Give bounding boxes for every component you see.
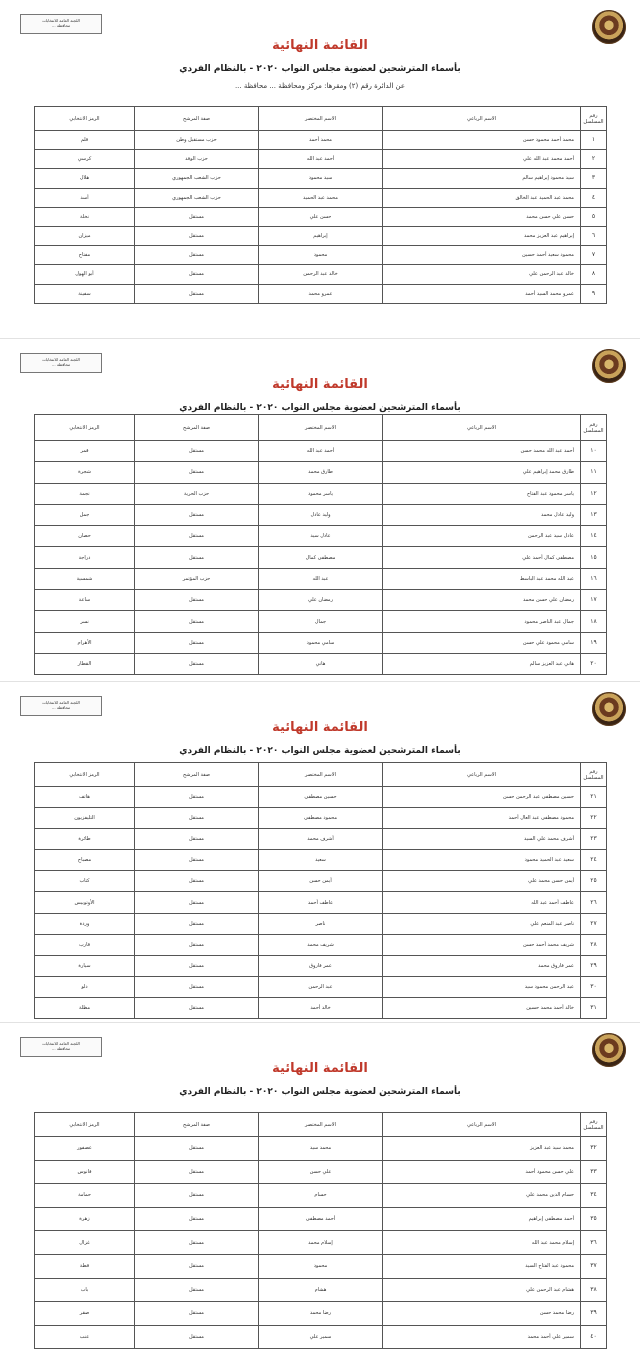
- serial-number-cell: ١٣: [581, 504, 607, 525]
- short-name-cell: مصطفى كمال: [259, 547, 383, 568]
- electoral-symbol-cell: سيارة: [35, 955, 135, 976]
- column-header: الرمز الانتخابي: [35, 415, 135, 441]
- short-name-cell: أحمد عبد الله: [259, 150, 383, 169]
- candidate-name-cell: محمود مصطفى عبد العال أحمد: [383, 808, 581, 829]
- serial-number-cell: ١٦: [581, 568, 607, 589]
- serial-number-cell: ٢٨: [581, 934, 607, 955]
- serial-number-cell: ٣٦: [581, 1231, 607, 1255]
- column-header: رقم المسلسل: [581, 415, 607, 441]
- stamp-line: محافظة ...: [51, 362, 71, 367]
- serial-number-cell: ٣: [581, 169, 607, 188]
- candidate-name-cell: أحمد مصطفى إبراهيم: [383, 1207, 581, 1231]
- candidate-status-cell: مستقل: [135, 246, 259, 265]
- candidate-name-cell: أحمد عبد الله محمد حسن: [383, 441, 581, 462]
- serial-number-cell: ٣٣: [581, 1160, 607, 1184]
- candidate-name-cell: ناصر عبد المنعم علي: [383, 913, 581, 934]
- serial-number-cell: ٣٠: [581, 976, 607, 997]
- candidate-name-cell: سامي محمود علي حسن: [383, 632, 581, 653]
- stamp-line: محافظة ...: [51, 1046, 71, 1051]
- column-header: صفة المرشح: [135, 107, 259, 131]
- table-row: [35, 934, 607, 955]
- electoral-symbol-cell: كتاب: [35, 871, 135, 892]
- table-row: [35, 808, 607, 829]
- table-row: [35, 1137, 607, 1161]
- short-name-cell: عاطف أحمد: [259, 892, 383, 913]
- short-name-cell: خالد عبد الرحمن: [259, 265, 383, 284]
- candidate-status-cell: مستقل: [135, 207, 259, 226]
- page-title: القائمة النهائية: [272, 377, 368, 392]
- candidate-status-cell: مستقل: [135, 1184, 259, 1208]
- candidate-status-cell: مستقل: [135, 934, 259, 955]
- candidate-status-cell: مستقل: [135, 1207, 259, 1231]
- short-name-cell: علي حسن: [259, 1160, 383, 1184]
- electoral-symbol-cell: حمامة: [35, 1184, 135, 1208]
- short-name-cell: محمد سيد: [259, 1137, 383, 1161]
- serial-number-cell: ٣٢: [581, 1137, 607, 1161]
- electoral-symbol-cell: الأوتوبيس: [35, 892, 135, 913]
- stamp-line: محافظة ...: [51, 23, 71, 28]
- column-header: الاسم الرباعي: [383, 107, 581, 131]
- serial-number-cell: ٢٠: [581, 653, 607, 674]
- candidate-status-cell: مستقل: [135, 441, 259, 462]
- short-name-cell: ياسر محمود: [259, 483, 383, 504]
- short-name-cell: أحمد مصطفى: [259, 1207, 383, 1231]
- table-row: [35, 787, 607, 808]
- column-header: الاسم المختصر: [259, 107, 383, 131]
- table-row: [35, 188, 607, 207]
- table-row: [35, 526, 607, 547]
- table-row: [35, 1254, 607, 1278]
- table-row: [35, 976, 607, 997]
- candidate-status-cell: مستقل: [135, 265, 259, 284]
- candidate-name-cell: عمرو محمد السيد أحمد: [383, 284, 581, 303]
- short-name-cell: جمال: [259, 611, 383, 632]
- electoral-symbol-cell: قلم: [35, 131, 135, 150]
- candidate-status-cell: حزب الوفد: [135, 150, 259, 169]
- stamp-line: محافظة ...: [51, 705, 71, 710]
- page-subtitle: بأسماء المترشحين لعضوية مجلس النواب ٢٠٢٠ - بالنظام الفردي: [179, 746, 461, 756]
- candidate-status-cell: مستقل: [135, 1231, 259, 1255]
- column-header: الاسم المختصر: [259, 763, 383, 787]
- table-header-row: [35, 1113, 607, 1137]
- electoral-symbol-cell: دراجة: [35, 547, 135, 568]
- short-name-cell: رضا محمد: [259, 1302, 383, 1326]
- electoral-symbol-cell: غزال: [35, 1231, 135, 1255]
- candidate-status-cell: مستقل: [135, 611, 259, 632]
- table-row: [35, 131, 607, 150]
- serial-number-cell: ٢٥: [581, 871, 607, 892]
- stamp-box: [20, 696, 102, 716]
- table-row: [35, 1278, 607, 1302]
- column-header: الرمز الانتخابي: [35, 763, 135, 787]
- candidates-table: [34, 414, 607, 675]
- candidate-name-cell: إبراهيم عبد العزيز محمد: [383, 226, 581, 245]
- short-name-cell: شريف محمد: [259, 934, 383, 955]
- electoral-symbol-cell: الأهرام: [35, 632, 135, 653]
- candidate-status-cell: مستقل: [135, 829, 259, 850]
- candidate-status-cell: مستقل: [135, 284, 259, 303]
- candidate-status-cell: مستقل: [135, 1302, 259, 1326]
- short-name-cell: هاني: [259, 653, 383, 674]
- electoral-symbol-cell: حصان: [35, 526, 135, 547]
- candidate-status-cell: مستقل: [135, 892, 259, 913]
- short-name-cell: وليد عادل: [259, 504, 383, 525]
- short-name-cell: محمود: [259, 1254, 383, 1278]
- candidate-status-cell: مستقل: [135, 462, 259, 483]
- candidate-status-cell: مستقل: [135, 632, 259, 653]
- short-name-cell: إسلام محمد: [259, 1231, 383, 1255]
- electoral-symbol-cell: ساعة: [35, 590, 135, 611]
- electoral-symbol-cell: طائرة: [35, 829, 135, 850]
- candidate-status-cell: مستقل: [135, 526, 259, 547]
- candidate-name-cell: عبد الله محمد عبد الباسط: [383, 568, 581, 589]
- candidate-name-cell: رمضان علي حسن محمد: [383, 590, 581, 611]
- serial-number-cell: ١٩: [581, 632, 607, 653]
- page-separator: [0, 1022, 640, 1023]
- candidate-status-cell: مستقل: [135, 976, 259, 997]
- candidate-status-cell: حزب الشعب الجمهوري: [135, 169, 259, 188]
- page-title: القائمة النهائية: [272, 38, 368, 53]
- candidate-status-cell: مستقل: [135, 1137, 259, 1161]
- candidate-status-cell: مستقل: [135, 850, 259, 871]
- serial-number-cell: ٢: [581, 150, 607, 169]
- short-name-cell: سمير علي: [259, 1325, 383, 1349]
- electoral-symbol-cell: شمسية: [35, 568, 135, 589]
- page-title: القائمة النهائية: [272, 1061, 368, 1076]
- short-name-cell: سعيد: [259, 850, 383, 871]
- short-name-cell: ناصر: [259, 913, 383, 934]
- short-name-cell: حسن علي: [259, 207, 383, 226]
- table-row: [35, 284, 607, 303]
- serial-number-cell: ٩: [581, 284, 607, 303]
- serial-number-cell: ٣٨: [581, 1278, 607, 1302]
- table-header-row: [35, 107, 607, 131]
- electoral-symbol-cell: ميزان: [35, 226, 135, 245]
- short-name-cell: عبد الله: [259, 568, 383, 589]
- serial-number-cell: ٢١: [581, 787, 607, 808]
- serial-number-cell: ١٨: [581, 611, 607, 632]
- serial-number-cell: ٦: [581, 226, 607, 245]
- candidate-name-cell: هشام عبد الرحمن علي: [383, 1278, 581, 1302]
- candidate-status-cell: مستقل: [135, 808, 259, 829]
- electoral-symbol-cell: دلو: [35, 976, 135, 997]
- short-name-cell: أحمد عبد الله: [259, 441, 383, 462]
- serial-number-cell: ٧: [581, 246, 607, 265]
- electoral-symbol-cell: مفتاح: [35, 246, 135, 265]
- candidate-status-cell: مستقل: [135, 955, 259, 976]
- serial-number-cell: ١٢: [581, 483, 607, 504]
- candidate-status-cell: مستقل: [135, 504, 259, 525]
- electoral-symbol-cell: قمر: [35, 441, 135, 462]
- serial-number-cell: ١١: [581, 462, 607, 483]
- serial-number-cell: ٢٤: [581, 850, 607, 871]
- table-header-row: [35, 763, 607, 787]
- candidate-name-cell: عاطف أحمد عبد الله: [383, 892, 581, 913]
- table-row: [35, 955, 607, 976]
- candidate-status-cell: مستقل: [135, 871, 259, 892]
- electoral-symbol-cell: مصباح: [35, 850, 135, 871]
- table-row: [35, 441, 607, 462]
- table-row: [35, 568, 607, 589]
- electoral-symbol-cell: قطة: [35, 1254, 135, 1278]
- short-name-cell: محمود مصطفى: [259, 808, 383, 829]
- table-row: [35, 1231, 607, 1255]
- table-row: [35, 997, 607, 1018]
- serial-number-cell: ١: [581, 131, 607, 150]
- table-row: [35, 462, 607, 483]
- table-row: [35, 653, 607, 674]
- candidate-name-cell: مصطفى كمال أحمد علي: [383, 547, 581, 568]
- serial-number-cell: ١٤: [581, 526, 607, 547]
- serial-number-cell: ٨: [581, 265, 607, 284]
- candidate-status-cell: مستقل: [135, 787, 259, 808]
- column-header: رقم المسلسل: [581, 1113, 607, 1137]
- table-row: [35, 504, 607, 525]
- candidate-status-cell: مستقل: [135, 1160, 259, 1184]
- column-header: الاسم الرباعي: [383, 763, 581, 787]
- candidate-name-cell: عبد الرحمن محمود سيد: [383, 976, 581, 997]
- stamp-line: اللجنة العامة للانتخابات: [42, 700, 80, 705]
- serial-number-cell: ١٠: [581, 441, 607, 462]
- short-name-cell: أيمن حسن: [259, 871, 383, 892]
- candidate-status-cell: مستقل: [135, 997, 259, 1018]
- electoral-symbol-cell: القطار: [35, 653, 135, 674]
- table-row: [35, 547, 607, 568]
- column-header: الرمز الانتخابي: [35, 107, 135, 131]
- page-subtitle: بأسماء المترشحين لعضوية مجلس النواب ٢٠٢٠ - بالنظام الفردي: [179, 64, 461, 74]
- candidate-name-cell: محمود سعيد أحمد حسين: [383, 246, 581, 265]
- page-subtitle: بأسماء المترشحين لعضوية مجلس النواب ٢٠٢٠ - بالنظام الفردي: [179, 1087, 461, 1097]
- candidate-name-cell: حسن علي حسن محمد: [383, 207, 581, 226]
- electoral-symbol-cell: مظلة: [35, 997, 135, 1018]
- candidate-name-cell: محمد عبد الحميد عبد الخالق: [383, 188, 581, 207]
- table-row: [35, 265, 607, 284]
- column-header: صفة المرشح: [135, 415, 259, 441]
- serial-number-cell: ٣٤: [581, 1184, 607, 1208]
- table-row: [35, 1302, 607, 1326]
- short-name-cell: عادل سيد: [259, 526, 383, 547]
- table-row: [35, 892, 607, 913]
- candidate-name-cell: محمد أحمد محمود حسن: [383, 131, 581, 150]
- electoral-symbol-cell: باب: [35, 1278, 135, 1302]
- candidate-status-cell: مستقل: [135, 1278, 259, 1302]
- electoral-symbol-cell: زهرة: [35, 1207, 135, 1231]
- candidate-status-cell: مستقل: [135, 913, 259, 934]
- electoral-symbol-cell: نسر: [35, 611, 135, 632]
- table-row: [35, 850, 607, 871]
- candidate-name-cell: هاني عبد العزيز سالم: [383, 653, 581, 674]
- page-separator: [0, 338, 640, 339]
- table-row: [35, 829, 607, 850]
- column-header: صفة المرشح: [135, 763, 259, 787]
- electoral-symbol-cell: هلال: [35, 169, 135, 188]
- candidate-name-cell: أيمن حسن محمد علي: [383, 871, 581, 892]
- candidate-name-cell: حسام الدين محمد علي: [383, 1184, 581, 1208]
- column-header: صفة المرشح: [135, 1113, 259, 1137]
- column-header: الاسم المختصر: [259, 1113, 383, 1137]
- serial-number-cell: ٤٠: [581, 1325, 607, 1349]
- short-name-cell: هشام: [259, 1278, 383, 1302]
- candidate-status-cell: حزب الشعب الجمهوري: [135, 188, 259, 207]
- candidate-name-cell: عادل سيد عبد الرحمن: [383, 526, 581, 547]
- candidate-name-cell: حسين مصطفى عبد الرحمن حسن: [383, 787, 581, 808]
- short-name-cell: حسين مصطفى: [259, 787, 383, 808]
- candidate-name-cell: خالد عبد الرحمن علي: [383, 265, 581, 284]
- short-name-cell: عمرو محمد: [259, 284, 383, 303]
- serial-number-cell: ٢٦: [581, 892, 607, 913]
- electoral-symbol-cell: نجمة: [35, 483, 135, 504]
- table-row: [35, 590, 607, 611]
- serial-number-cell: ٣١: [581, 997, 607, 1018]
- electoral-symbol-cell: أبو الهول: [35, 265, 135, 284]
- electoral-symbol-cell: سفينة: [35, 284, 135, 303]
- candidates-table: [34, 106, 607, 304]
- candidate-status-cell: مستقل: [135, 590, 259, 611]
- candidate-status-cell: حزب المؤتمر: [135, 568, 259, 589]
- column-header: الاسم الرباعي: [383, 1113, 581, 1137]
- electoral-symbol-cell: هاتف: [35, 787, 135, 808]
- table-row: [35, 1160, 607, 1184]
- serial-number-cell: ٢٧: [581, 913, 607, 934]
- candidate-name-cell: شريف محمد أحمد حسن: [383, 934, 581, 955]
- table-header-row: [35, 415, 607, 441]
- column-header: رقم المسلسل: [581, 763, 607, 787]
- short-name-cell: حسام: [259, 1184, 383, 1208]
- short-name-cell: سيد محمود: [259, 169, 383, 188]
- table-row: [35, 1184, 607, 1208]
- table-row: [35, 913, 607, 934]
- stamp-box: [20, 1037, 102, 1057]
- candidate-name-cell: أحمد محمد عبد الله علي: [383, 150, 581, 169]
- column-header: الرمز الانتخابي: [35, 1113, 135, 1137]
- electoral-symbol-cell: فانوس: [35, 1160, 135, 1184]
- short-name-cell: سامي محمود: [259, 632, 383, 653]
- candidates-table: [34, 1112, 607, 1349]
- candidate-status-cell: مستقل: [135, 226, 259, 245]
- short-name-cell: محمد عبد الحميد: [259, 188, 383, 207]
- page-separator: [0, 681, 640, 682]
- candidate-name-cell: عمر فاروق محمد: [383, 955, 581, 976]
- electoral-symbol-cell: عنب: [35, 1325, 135, 1349]
- electoral-symbol-cell: جمل: [35, 504, 135, 525]
- candidate-status-cell: مستقل: [135, 1325, 259, 1349]
- page-title: القائمة النهائية: [272, 720, 368, 735]
- electoral-symbol-cell: عصفور: [35, 1137, 135, 1161]
- candidates-table: [34, 762, 607, 1019]
- electoral-symbol-cell: شجرة: [35, 462, 135, 483]
- serial-number-cell: ٢٢: [581, 808, 607, 829]
- serial-number-cell: ١٥: [581, 547, 607, 568]
- candidate-name-cell: سعيد عبد الحميد محمود: [383, 850, 581, 871]
- table-row: [35, 483, 607, 504]
- candidate-name-cell: علي حسن محمود أحمد: [383, 1160, 581, 1184]
- serial-number-cell: ٢٣: [581, 829, 607, 850]
- electoral-symbol-cell: صقر: [35, 1302, 135, 1326]
- table-row: [35, 611, 607, 632]
- candidate-name-cell: سيد محمود إبراهيم سالم: [383, 169, 581, 188]
- candidate-name-cell: أشرف محمد علي السيد: [383, 829, 581, 850]
- electoral-symbol-cell: كرسي: [35, 150, 135, 169]
- short-name-cell: طارق محمد: [259, 462, 383, 483]
- stamp-box: [20, 353, 102, 373]
- short-name-cell: محمد أحمد: [259, 131, 383, 150]
- stamp-box: [20, 14, 102, 34]
- column-header: الاسم الرباعي: [383, 415, 581, 441]
- serial-number-cell: ٥: [581, 207, 607, 226]
- serial-number-cell: ٣٧: [581, 1254, 607, 1278]
- candidate-status-cell: مستقل: [135, 1254, 259, 1278]
- short-name-cell: خالد أحمد: [259, 997, 383, 1018]
- candidate-name-cell: طارق محمد إبراهيم علي: [383, 462, 581, 483]
- candidate-name-cell: جمال عبد الناصر محمود: [383, 611, 581, 632]
- table-row: [35, 150, 607, 169]
- table-row: [35, 169, 607, 188]
- electoral-symbol-cell: قارب: [35, 934, 135, 955]
- candidate-name-cell: محمد سيد عبد العزيز: [383, 1137, 581, 1161]
- candidate-status-cell: مستقل: [135, 547, 259, 568]
- electoral-symbol-cell: وردة: [35, 913, 135, 934]
- column-header: رقم المسلسل: [581, 107, 607, 131]
- table-row: [35, 226, 607, 245]
- short-name-cell: عبد الرحمن: [259, 976, 383, 997]
- short-name-cell: أشرف محمد: [259, 829, 383, 850]
- serial-number-cell: ٤: [581, 188, 607, 207]
- column-header: الاسم المختصر: [259, 415, 383, 441]
- serial-number-cell: ١٧: [581, 590, 607, 611]
- electoral-symbol-cell: أسد: [35, 188, 135, 207]
- short-name-cell: عمر فاروق: [259, 955, 383, 976]
- electoral-symbol-cell: التليفزيون: [35, 808, 135, 829]
- table-row: [35, 207, 607, 226]
- candidate-status-cell: مستقل: [135, 653, 259, 674]
- candidate-name-cell: ياسر محمود عبد الفتاح: [383, 483, 581, 504]
- candidate-name-cell: إسلام محمد عبد الله: [383, 1231, 581, 1255]
- candidate-status-cell: حزب مستقبل وطن: [135, 131, 259, 150]
- candidate-name-cell: وليد عادل محمد: [383, 504, 581, 525]
- table-row: [35, 632, 607, 653]
- short-name-cell: محمود: [259, 246, 383, 265]
- table-row: [35, 1325, 607, 1349]
- candidate-status-cell: حزب الحرية: [135, 483, 259, 504]
- candidate-name-cell: محمود عبد الفتاح السيد: [383, 1254, 581, 1278]
- short-name-cell: رمضان علي: [259, 590, 383, 611]
- candidate-name-cell: خالد أحمد محمد حسين: [383, 997, 581, 1018]
- candidate-name-cell: سمير علي أحمد محمد: [383, 1325, 581, 1349]
- serial-number-cell: ٣٩: [581, 1302, 607, 1326]
- stamp-line: اللجنة العامة للانتخابات: [42, 18, 80, 23]
- short-name-cell: إبراهيم: [259, 226, 383, 245]
- table-row: [35, 871, 607, 892]
- page-subtitle: بأسماء المترشحين لعضوية مجلس النواب ٢٠٢٠ - بالنظام الفردي: [179, 403, 461, 413]
- serial-number-cell: ٣٥: [581, 1207, 607, 1231]
- stamp-line: اللجنة العامة للانتخابات: [42, 357, 80, 362]
- serial-number-cell: ٢٩: [581, 955, 607, 976]
- stamp-line: اللجنة العامة للانتخابات: [42, 1041, 80, 1046]
- electoral-symbol-cell: نخلة: [35, 207, 135, 226]
- table-row: [35, 246, 607, 265]
- district-info: عن الدائرة رقم (٢) ومقرها: مركز ومحافظة ... محافظة ...: [234, 82, 406, 90]
- table-row: [35, 1207, 607, 1231]
- candidate-name-cell: رضا محمد حسن: [383, 1302, 581, 1326]
